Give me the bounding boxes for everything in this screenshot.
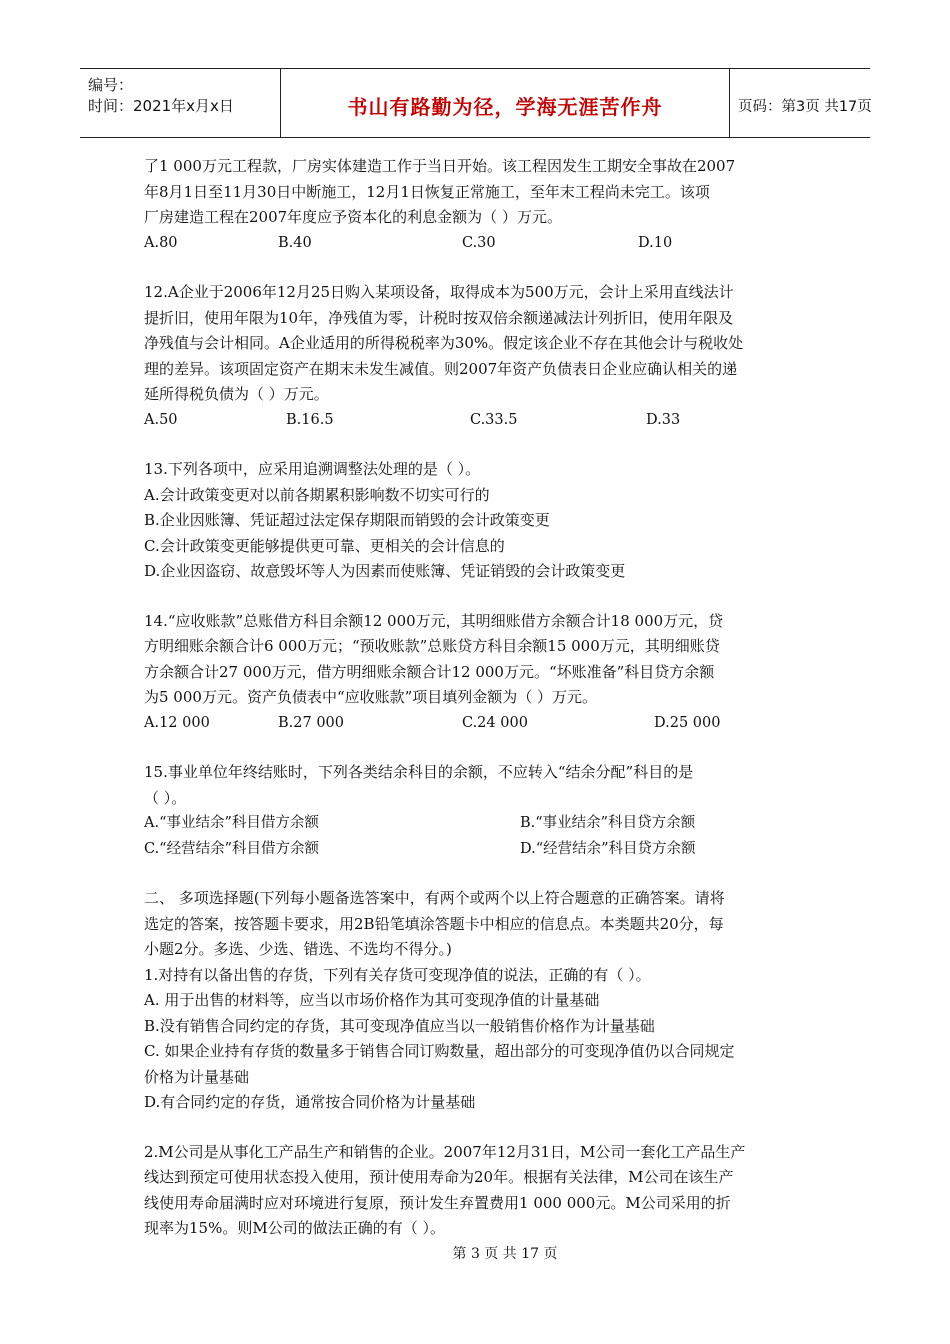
header-meta: [80, 69, 281, 137]
q15-option-c: C.“经营结余”科目借方余额: [144, 840, 320, 857]
q15-options-row1: [144, 811, 808, 837]
q11-options: [144, 231, 808, 257]
q13-option-c: C.会计政策变更能够提供更可靠、更相关的会计信息的: [144, 536, 505, 555]
q12-option-c: C.33.5: [470, 411, 518, 428]
q14-option-d: D.25 000: [654, 714, 721, 731]
mq1-option-b: B.没有销售合同约定的存货，其可变现净值应当以一般销售价格作为计量基础: [144, 1016, 655, 1035]
q12-line: 12.A企业于2006年12月25日购入某项设备，取得成本为500万元，会计上采用直线法计: [144, 283, 734, 301]
q14-line: 为5 000万元。资产负债表中“应收账款”项目填列金额为（ ）万元。: [144, 688, 598, 706]
date-label: 时间：2021年x月x日: [88, 97, 234, 115]
q15-option-b: B.“事业结余”科目贷方余额: [520, 815, 696, 831]
mq1-option-a: A. 用于出售的材料等，应当以市场价格作为其可变现净值的计量基础: [144, 991, 600, 1009]
section2-line: 小题2分。多选、少选、错选、不选均不得分。): [144, 940, 452, 958]
q14-line: 方明细账余额合计6 000万元；“预收账款”总账贷方科目余额15 000万元，其明细账贷: [144, 637, 720, 655]
q14-options: [144, 711, 808, 737]
q14-line: 方余额合计27 000万元，借方明细账余额合计12 000万元。“坏账准备”科目贷方余额: [144, 662, 715, 681]
q13-option-a: A.会计政策变更对以前各期累积影响数不切实可行的: [144, 485, 490, 504]
q12-line: 延所得税负债为（ ）万元。: [144, 385, 329, 403]
page-header: [80, 68, 870, 138]
mq1-option-c-cont: 价格为计量基础: [144, 1067, 250, 1086]
q14-option-c: C.24 000: [462, 714, 528, 731]
mq1-stem: 1.对持有以备出售的存货，下列有关存货可变现净值的说法，正确的有（ ）。: [144, 965, 651, 984]
mq2-line: 2.M公司是从事化工产品生产和销售的企业。2007年12月31日，M公司一套化工产品生产: [144, 1142, 746, 1161]
mq1-option-c: C. 如果企业持有存货的数量多于销售合同订购数量，超出部分的可变现净值仍以合同规定: [144, 1042, 735, 1060]
q11-option-b: B.40: [278, 234, 312, 251]
q12-option-b: B.16.5: [286, 411, 334, 428]
document-body: [144, 154, 808, 1242]
q15-line: 15.事业单位年终结账时，下列各类结余科目的余额，不应转入“结余分配”科目的是: [144, 763, 694, 781]
q15-option-a: A.“事业结余”科目借方余额: [144, 815, 319, 831]
section2-line: 选定的答案，按答题卡要求，用2B铅笔填涂答题卡中相应的信息点。本类题共20分，每: [144, 914, 724, 933]
q15-line: （ ）。: [144, 788, 187, 807]
q11-option-d: D.10: [638, 234, 673, 251]
mq2-line: 线使用寿命届满时应对环境进行复原，预计发生弃置费用1 000 000元。M公司采用的折: [144, 1193, 731, 1212]
q11-option-c: C.30: [462, 234, 496, 251]
q14-option-b: B.27 000: [278, 714, 345, 731]
q12-options: [144, 408, 808, 434]
q13-line: 13.下列各项中，应采用追溯调整法处理的是（ ）。: [144, 460, 481, 478]
q13-option-d: D.企业因盗窃、故意毁坏等人为因素而使账簿、凭证销毁的会计政策变更: [144, 562, 626, 580]
section2-heading: 二、 多项选择题(下列每小题备选答案中，有两个或两个以上符合题意的正确答案。请将: [144, 889, 725, 907]
q11-line: 了1 000万元工程款，厂房实体建造工作于当日开始。该工程因发生工期安全事故在2007: [144, 157, 736, 175]
q13-option-b: B.企业因账簿、凭证超过法定保存期限而销毁的会计政策变更: [144, 511, 550, 529]
page-footer: 第 3 页 共 17 页: [452, 1246, 558, 1262]
header-motto: 书山有路勤为径，学海无涯苦作舟: [281, 69, 730, 137]
mq2-line: 线达到预定可使用状态投入使用，预计使用寿命为20年。根据有关法律，M公司在该生产: [144, 1168, 734, 1186]
q14-line: 14.“应收账款”总账借方科目余额12 000万元，其明细账借方余额合计18 000万元，贷: [144, 611, 724, 630]
header-page-info: 页码：第3页 共17页: [738, 98, 872, 115]
q12-option-d: D.33: [646, 411, 681, 428]
q14-option-a: A.12 000: [144, 714, 210, 731]
q12-line: 净残值与会计相同。A企业适用的所得税税率为30%。假定该企业不存在其他会计与税收处: [144, 334, 744, 352]
number-label: 编号：: [88, 76, 134, 94]
q15-option-d: D.“经营结余”科目贷方余额: [520, 840, 696, 857]
q11-option-a: A.80: [144, 234, 178, 251]
q11-line: 厂房建造工程在2007年度应予资本化的利息金额为（ ）万元。: [144, 208, 562, 226]
q12-line: 提折旧，使用年限为10年，净残值为零，计税时按双倍余额递减法计列折旧，使用年限及: [144, 308, 734, 327]
q15-options-row2: [144, 837, 808, 863]
q12-line: 理的差异。该项固定资产在期末未发生减值。则2007年资产负债表日企业应确认相关的递: [144, 359, 738, 378]
q12-option-a: A.50: [144, 411, 178, 428]
mq1-option-d: D.有合同约定的存货，通常按合同价格为计量基础: [144, 1093, 476, 1111]
q11-line: 年8月1日至11月30日中断施工，12月1日恢复正常施工，至年末工程尚未完工。该项: [144, 182, 710, 201]
mq2-line: 现率为15%。则M公司的做法正确的有（ ）。: [144, 1219, 445, 1237]
